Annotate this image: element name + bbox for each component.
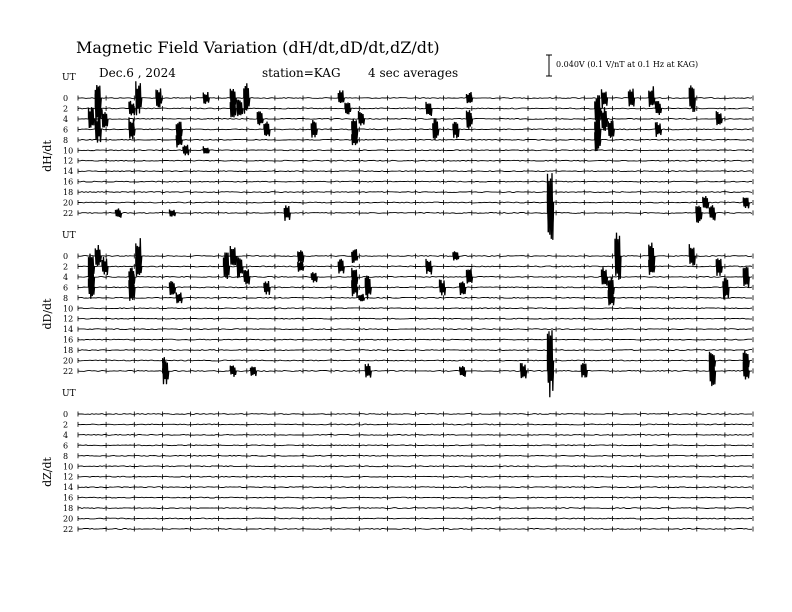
- activity-burst: [311, 272, 317, 282]
- row-label: 22: [63, 524, 74, 534]
- activity-burst: [581, 363, 587, 377]
- trace-line: [78, 508, 752, 509]
- row-label: 16: [63, 493, 74, 503]
- ut-label: UT: [62, 73, 76, 83]
- activity-burst: [723, 278, 729, 299]
- trace-line: [78, 181, 752, 182]
- activity-burst: [649, 86, 655, 107]
- trace-line: [78, 329, 752, 330]
- activity-burst: [116, 208, 122, 217]
- trace-line: [78, 360, 752, 361]
- activity-burst: [440, 280, 446, 296]
- trace-line: [78, 466, 752, 467]
- row-label: 12: [63, 314, 74, 324]
- panel-name-3: dZ/dt: [41, 457, 54, 487]
- activity-burst: [365, 364, 371, 378]
- row-label: 2: [63, 420, 69, 430]
- row-label: 18: [63, 188, 74, 198]
- trace-line: [78, 487, 752, 488]
- row-label: 6: [63, 125, 69, 135]
- row-label: 12: [63, 156, 74, 166]
- activity-burst: [230, 366, 236, 377]
- activity-burst: [176, 293, 182, 304]
- row-label: 18: [63, 346, 74, 356]
- station-label: station=KAG: [262, 66, 341, 80]
- activity-burst: [284, 205, 290, 221]
- row-label: 0: [63, 410, 69, 419]
- activity-burst: [602, 107, 608, 131]
- activity-burst: [264, 122, 270, 137]
- activity-burst: [656, 101, 662, 115]
- activity-burst: [608, 121, 614, 138]
- row-label: 14: [63, 167, 74, 177]
- activity-burst: [89, 107, 95, 128]
- activity-burst: [338, 90, 344, 103]
- row-label: 16: [63, 177, 74, 187]
- averaging-label: 4 sec averages: [368, 66, 459, 80]
- row-label: 20: [63, 356, 74, 366]
- activity-burst: [629, 89, 635, 107]
- trace-line: [78, 108, 752, 109]
- trace-line: [78, 287, 752, 288]
- activity-burst: [251, 367, 257, 377]
- date-label: Dec.6 , 2024: [99, 66, 176, 80]
- row-label: 8: [63, 293, 69, 303]
- activity-burst: [696, 206, 702, 223]
- panel-name-1: dH/dt: [41, 140, 54, 172]
- activity-burst: [311, 120, 317, 138]
- activity-burst: [743, 197, 749, 208]
- trace-line: [78, 476, 752, 477]
- activity-burst: [743, 361, 749, 379]
- trace-line: [78, 213, 752, 214]
- activity-burst: [467, 110, 473, 129]
- activity-burst: [703, 196, 709, 208]
- row-label: 0: [63, 94, 69, 103]
- row-label: 6: [63, 441, 69, 451]
- activity-burst: [352, 134, 358, 145]
- activity-burst: [467, 92, 473, 103]
- row-label: 8: [63, 451, 69, 461]
- row-label: 4: [63, 114, 69, 124]
- row-label: 14: [63, 325, 74, 335]
- activity-burst: [183, 145, 189, 156]
- activity-burst: [656, 122, 662, 137]
- activity-burst: [244, 269, 250, 284]
- activity-burst: [649, 259, 655, 275]
- panel-name-2: dD/dt: [41, 298, 54, 330]
- activity-burst: [170, 281, 176, 295]
- activity-burst: [433, 118, 439, 140]
- activity-burst: [203, 146, 209, 153]
- activity-burst: [365, 276, 371, 300]
- row-label: 4: [63, 272, 69, 282]
- trace-line: [78, 277, 752, 278]
- trace-line: [78, 350, 752, 351]
- activity-burst: [743, 267, 749, 288]
- trace-line: [78, 339, 752, 340]
- trace-line: [78, 308, 752, 309]
- row-label: 22: [63, 208, 74, 218]
- activity-burst: [95, 245, 101, 267]
- activity-burst: [352, 279, 358, 298]
- activity-burst: [521, 363, 527, 378]
- row-label: 8: [63, 135, 69, 145]
- activity-burst: [426, 259, 432, 275]
- row-label: 4: [63, 430, 69, 440]
- activity-burst: [460, 366, 466, 377]
- activity-burst: [129, 117, 135, 139]
- trace-line: [78, 371, 752, 372]
- trace-line: [78, 160, 752, 161]
- row-label: 20: [63, 514, 74, 524]
- trace-line: [78, 202, 752, 203]
- chart-title: Magnetic Field Variation (dH/dt,dD/dt,dZ/dt): [76, 38, 440, 57]
- activity-burst: [136, 81, 142, 115]
- activity-burst: [460, 282, 466, 296]
- activity-burst: [716, 258, 722, 276]
- row-label: 10: [63, 146, 74, 156]
- row-label: 12: [63, 472, 74, 482]
- row-label: 22: [63, 366, 74, 376]
- activity-burst: [689, 85, 695, 112]
- activity-burst: [426, 102, 432, 116]
- scale-label: 0.040V (0.1 V/nT at 0.1 Hz at KAG): [556, 60, 699, 69]
- activity-burst: [203, 92, 209, 104]
- activity-burst: [615, 233, 621, 280]
- activity-burst: [264, 281, 270, 295]
- activity-burst: [352, 249, 358, 263]
- trace-line: [78, 497, 752, 498]
- activity-burst: [230, 246, 236, 265]
- activity-burst: [129, 101, 135, 115]
- row-label: 2: [63, 262, 69, 272]
- row-label: 16: [63, 335, 74, 345]
- row-label: 20: [63, 198, 74, 208]
- trace-line: [78, 435, 752, 436]
- activity-burst: [689, 244, 695, 266]
- activity-burst: [257, 111, 263, 125]
- activity-burst: [170, 210, 176, 217]
- row-label: 0: [63, 252, 69, 261]
- trace-line: [78, 445, 752, 446]
- activity-burst: [89, 276, 95, 299]
- trace-line: [78, 318, 752, 319]
- row-label: 2: [63, 104, 69, 114]
- activity-burst: [338, 259, 344, 274]
- trace-line: [78, 518, 752, 519]
- trace-line: [78, 150, 752, 151]
- row-label: 18: [63, 504, 74, 514]
- trace-line: [78, 119, 752, 120]
- activity-burst: [716, 111, 722, 125]
- activity-burst: [163, 357, 169, 384]
- row-label: 10: [63, 462, 74, 472]
- activity-burst: [602, 89, 608, 108]
- activity-burst: [102, 109, 108, 127]
- trace-line: [78, 424, 752, 425]
- activity-burst: [453, 251, 459, 260]
- activity-burst: [467, 269, 473, 284]
- ut-label: UT: [62, 389, 76, 399]
- activity-burst: [453, 122, 459, 138]
- activity-burst: [345, 103, 351, 115]
- activity-burst: [359, 111, 365, 126]
- activity-burst: [230, 97, 236, 118]
- trace-line: [78, 529, 752, 530]
- scale-bar: [546, 55, 552, 76]
- trace-line: [78, 414, 752, 415]
- activity-burst: [595, 130, 601, 151]
- activity-burst: [237, 100, 243, 116]
- trace-line: [78, 455, 752, 456]
- activity-burst: [102, 257, 108, 275]
- activity-burst: [224, 253, 230, 280]
- activity-burst: [710, 205, 716, 220]
- row-label: 10: [63, 304, 74, 314]
- row-label: 6: [63, 283, 69, 293]
- activity-burst: [237, 256, 243, 278]
- row-label: 14: [63, 483, 74, 493]
- ut-label: UT: [62, 231, 76, 241]
- trace-line: [78, 171, 752, 172]
- activity-burst: [602, 267, 608, 285]
- trace-line: [78, 192, 752, 193]
- activity-burst: [156, 88, 162, 107]
